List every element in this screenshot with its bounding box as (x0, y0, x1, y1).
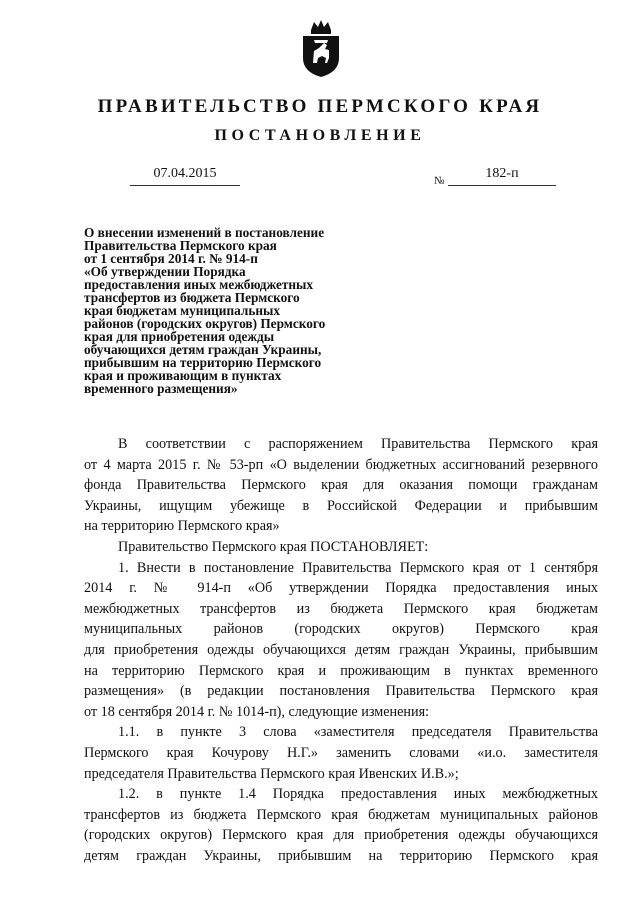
document-body (84, 434, 598, 866)
body-line: 1.1. в пункте 3 слова «заместителя председателя Правительства (118, 724, 598, 741)
body-line: 1.2. в пункте 1.4 Порядка предоставления иных межбюджетных (118, 786, 598, 803)
subject-line: трансфертов из бюджета Пермского (84, 290, 300, 305)
subject-line: обучающихся детям граждан Украины, (84, 342, 322, 357)
subject-line: О внесении изменений в постановление (84, 225, 325, 240)
body-line: трансфертов из бюджета Пермского края бюджетам муниципальных районов (84, 806, 598, 823)
subject-line: Правительства Пермского края (84, 238, 277, 253)
body-line: муниципальных районов (городских округов) Пермского края (84, 621, 598, 638)
body-line: для приобретения одежды обучающихся детям граждан Украины, прибывшим (84, 641, 598, 658)
body-line: межбюджетных трансфертов из бюджета Пермского края бюджетам (84, 600, 598, 617)
body-line: Пермского края Кочурову Н.Г.» заменить словами «и.о. заместителя (84, 744, 598, 761)
body-line: детям граждан Украины, прибывшим на территорию Пермского края (84, 847, 598, 864)
subject-line: края бюджетам муниципальных (84, 303, 281, 318)
perm-krai-coat-of-arms-icon (300, 18, 342, 78)
body-line: Украины, ищущим убежище в Российской Федерации и прибывшим (84, 497, 598, 514)
body-line: фонда Правительства Пермского края для оказания помощи гражданам (84, 477, 598, 494)
body-line: 1. Внести в постановление Правительства Пермского края от 1 сентября (118, 559, 598, 576)
subject-line: «Об утверждении Порядка (84, 264, 246, 279)
body-line: от 18 сентября 2014 г. № 1014-п), следующие изменения: (84, 703, 430, 720)
document-date: 07.04.2015 (153, 166, 217, 181)
body-line: 2014 г. № 914-п «Об утверждении Порядка предоставления иных (84, 580, 598, 597)
body-line: размещения» (в редакции постановления Правительства Пермского края (84, 683, 598, 700)
subject-line: районов (городских округов) Пермского (84, 316, 326, 331)
date-underline (130, 185, 240, 186)
body-line: В соответствии с распоряжением Правительства Пермского края (118, 436, 598, 452)
subject-line: прибывшим на территорию Пермского (84, 355, 322, 370)
document-type: ПОСТАНОВЛЕНИЕ (214, 127, 426, 144)
government-title: ПРАВИТЕЛЬСТВО ПЕРМСКОГО КРАЯ (97, 96, 543, 117)
number-underline (448, 185, 556, 186)
number-label: № (434, 175, 445, 187)
subject-line: предоставления иных межбюджетных (84, 277, 314, 292)
document-number: 182-п (485, 166, 519, 181)
body-line: председателя Правительства Пермского края Ивенских И.В.»; (84, 765, 459, 782)
body-line: на территорию Пермского края и проживающим в пунктах временного (84, 662, 598, 679)
body-line: (городских округов) Пермского края для приобретения одежды обучающихся (84, 827, 598, 844)
subject-line: края и проживающим в пунктах (84, 368, 282, 383)
body-line: Правительство Пермского края ПОСТАНОВЛЯЕТ: (118, 538, 429, 555)
subject-line: края для приобретения одежды (84, 329, 275, 344)
body-line: от 4 марта 2015 г. № 53-рп «О выделении бюджетных ассигнований резервного (84, 456, 598, 473)
subject-line: временного размещения» (84, 381, 238, 396)
body-line: на территорию Пермского края» (84, 518, 280, 535)
subject-line: от 1 сентября 2014 г. № 914-п (84, 251, 258, 266)
document-subject (84, 226, 384, 395)
